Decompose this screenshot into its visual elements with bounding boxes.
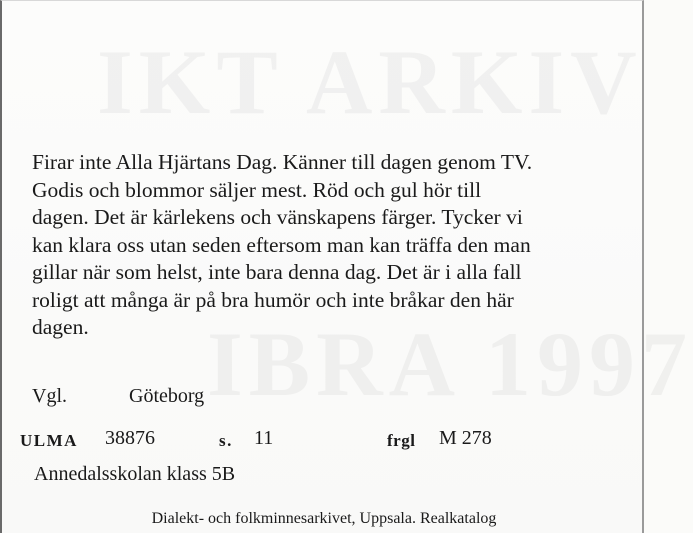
place-value: Göteborg (129, 385, 205, 407)
watermark-top: IKT ARKIV (97, 31, 643, 133)
watermark-mid: IBRA 1997 (207, 313, 693, 415)
ulma-number: 38876 (105, 427, 155, 449)
school-value: Annedalsskolan klass 5B (34, 463, 236, 485)
body-line: dagen. Det är kärlekens och vänskapens färger. Tycker vi (32, 205, 523, 229)
vgl-label: Vgl. (32, 385, 67, 407)
body-line: dagen. (32, 315, 89, 339)
page-label: s. (219, 431, 233, 450)
body-line: gillar när som helst, inte bara denna dag. Det är i alla fall (32, 260, 522, 284)
record-body-text (32, 149, 622, 342)
frgl-label: frgl (387, 431, 416, 450)
page-number: 11 (254, 427, 274, 449)
body-line: kan klara oss utan seden eftersom man kan träffa den man (32, 232, 531, 257)
ulma-label: ULMA (20, 431, 78, 450)
archive-footer: Dialekt- och folkminnesarkivet, Uppsala. Realkatalog (151, 510, 497, 527)
body-line: Godis och blommor säljer mest. Röd och gul hör till (32, 177, 482, 202)
body-line: Firar inte Alla Hjärtans Dag. Känner till dagen genom TV. (32, 150, 533, 174)
body-line: roligt att många är på bra humör och inte bråkar den här (32, 287, 514, 312)
frgl-value: M 278 (439, 427, 492, 449)
